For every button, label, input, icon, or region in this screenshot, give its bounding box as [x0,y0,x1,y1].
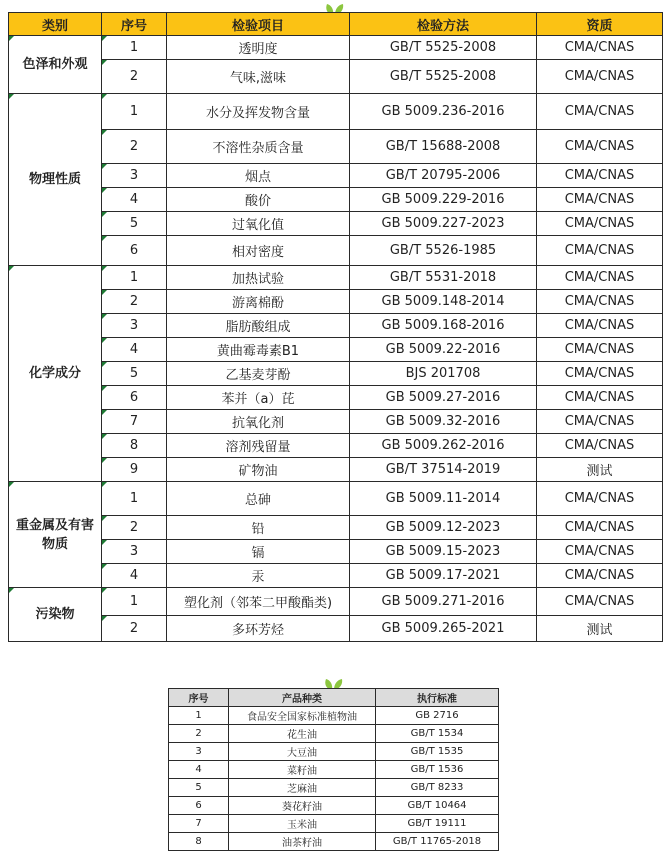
item-cell [167,314,350,338]
no-text: 2 [129,621,139,636]
standard-cell: GB 2716 [376,707,499,725]
item-text: 汞 [251,570,265,585]
corner-mark [102,616,107,621]
no-cell: 7 [169,815,229,833]
qualification-text: CMA/CNAS [564,243,635,258]
method-text: GB/T 5526-1985 [389,243,497,258]
no-cell [102,130,167,164]
corner-mark [9,266,14,271]
no-cell: 5 [169,779,229,797]
qualification-text: CMA/CNAS [564,544,635,559]
qualification-text: 测试 [586,464,613,479]
table-row [9,188,663,212]
method-cell [350,616,537,642]
category-label: 化学成分 [28,366,81,381]
product-cell: 芝麻油 [229,779,376,797]
no-text: 4 [129,568,139,583]
no-cell [102,290,167,314]
method-cell [350,434,537,458]
header-product-type: 产品种类 [229,689,376,707]
no-cell [102,410,167,434]
method-text: BJS 201708 [405,366,481,381]
no-cell [102,266,167,290]
qualification-cell [537,458,663,482]
no-text: 1 [129,104,139,119]
no-text: 6 [129,390,139,405]
method-cell [350,236,537,266]
corner-mark [102,564,107,569]
method-text: GB 5009.271-2016 [381,594,505,609]
no-text: 1 [129,491,139,506]
table-row [9,60,663,94]
method-text: GB 5009.32-2016 [385,414,501,429]
method-cell [350,458,537,482]
method-text: GB 5009.229-2016 [381,192,505,207]
table-row [9,36,663,60]
qualification-cell [537,616,663,642]
no-cell [102,482,167,516]
qualification-cell [537,94,663,130]
no-cell [102,236,167,266]
no-text: 2 [129,294,139,309]
corner-mark [102,164,107,169]
qualification-text: CMA/CNAS [564,520,635,535]
no-cell: 4 [169,761,229,779]
table-row [169,707,499,725]
item-cell [167,516,350,540]
corner-mark [102,94,107,99]
no-cell [102,434,167,458]
corner-mark [102,188,107,193]
no-cell [102,386,167,410]
method-cell [350,588,537,616]
item-text: 抗氧化剂 [231,416,284,431]
corner-mark [102,458,107,463]
item-text: 透明度 [238,42,278,57]
no-cell [102,164,167,188]
qualification-text: CMA/CNAS [564,491,635,506]
table-row [9,338,663,362]
corner-mark [102,434,107,439]
item-cell [167,616,350,642]
table-row [9,482,663,516]
qualification-text: CMA/CNAS [564,104,635,119]
qualification-cell [537,482,663,516]
product-cell: 玉米油 [229,815,376,833]
qualification-cell [537,212,663,236]
method-text: GB 5009.227-2023 [381,216,505,231]
table-row [169,833,499,851]
method-text: GB/T 5531-2018 [389,270,497,285]
table-row [169,743,499,761]
no-text: 7 [129,414,139,429]
no-cell [102,60,167,94]
item-text: 镉 [251,546,265,561]
item-text: 不溶性杂质含量 [212,141,304,156]
qualification-text: CMA/CNAS [564,168,635,183]
no-cell: 2 [169,725,229,743]
category-cell [9,482,102,588]
qualification-cell [537,164,663,188]
qualification-cell [537,130,663,164]
method-cell [350,94,537,130]
product-standard-table [168,688,499,851]
method-cell [350,164,537,188]
table-row [169,725,499,743]
qualification-text: CMA/CNAS [564,594,635,609]
category-cell [9,94,102,266]
product-cell: 食品安全国家标准植物油 [229,707,376,725]
table-row [169,779,499,797]
method-text: GB 5009.17-2021 [385,568,501,583]
qualification-cell [537,314,663,338]
qualification-text: 测试 [586,623,613,638]
method-text: GB 5009.168-2016 [381,318,505,333]
no-text: 1 [129,40,139,55]
no-cell [102,338,167,362]
method-text: GB 5009.11-2014 [385,491,501,506]
method-text: GB 5009.236-2016 [381,104,505,119]
no-text: 3 [129,318,139,333]
item-cell [167,458,350,482]
corner-mark [102,338,107,343]
corner-mark [102,60,107,65]
no-cell [102,516,167,540]
no-text: 6 [129,243,139,258]
method-text: GB 5009.148-2014 [381,294,505,309]
no-cell [102,314,167,338]
table-row [9,616,663,642]
corner-mark [102,314,107,319]
header-item: 检验项目 [167,13,350,36]
item-cell [167,386,350,410]
no-text: 8 [129,438,139,453]
inspection-table-header [9,13,663,36]
header-method: 检验方法 [350,13,537,36]
no-text: 9 [129,462,139,477]
method-text: GB/T 5525-2008 [389,40,497,55]
method-cell [350,212,537,236]
table-row [169,761,499,779]
corner-mark [102,236,107,241]
method-cell [350,482,537,516]
no-text: 1 [129,270,139,285]
method-text: GB 5009.265-2021 [381,621,505,636]
product-table-header [169,689,499,707]
no-text: 2 [129,69,139,84]
qualification-cell [537,236,663,266]
table-row [9,130,663,164]
method-cell [350,266,537,290]
corner-mark [102,410,107,415]
no-cell [102,212,167,236]
corner-mark [102,290,107,295]
corner-mark [102,386,107,391]
item-cell [167,266,350,290]
no-cell: 8 [169,833,229,851]
standard-cell: GB/T 11765-2018 [376,833,499,851]
item-text: 水分及挥发物含量 [205,106,310,121]
item-text: 溶剂残留量 [225,440,291,455]
no-cell [102,564,167,588]
table-row [9,386,663,410]
item-text: 气味,滋味 [229,71,287,86]
corner-mark [9,36,14,41]
item-cell [167,290,350,314]
method-cell [350,564,537,588]
standard-cell: GB/T 1535 [376,743,499,761]
method-cell [350,290,537,314]
no-text: 2 [129,520,139,535]
corner-mark [102,362,107,367]
product-cell: 菜籽油 [229,761,376,779]
no-cell: 6 [169,797,229,815]
standard-cell: GB/T 1536 [376,761,499,779]
product-cell: 大豆油 [229,743,376,761]
qualification-text: CMA/CNAS [564,216,635,231]
item-cell [167,236,350,266]
method-cell [350,516,537,540]
no-cell [102,540,167,564]
table-row [9,362,663,386]
table-row [169,797,499,815]
qualification-cell [537,188,663,212]
table-row [9,290,663,314]
table-row [9,540,663,564]
table-row [9,266,663,290]
method-text: GB/T 37514-2019 [385,462,501,477]
product-cell: 花生油 [229,725,376,743]
inspection-table [8,12,663,642]
header-category: 类别 [9,13,102,36]
item-text: 相对密度 [231,245,284,260]
product-cell: 葵花籽油 [229,797,376,815]
table-row [9,410,663,434]
corner-mark [102,266,107,271]
no-cell: 1 [169,707,229,725]
header-standard: 执行标准 [376,689,499,707]
method-cell [350,362,537,386]
standard-cell: GB/T 1534 [376,725,499,743]
item-cell [167,482,350,516]
no-text: 3 [129,168,139,183]
no-text: 1 [129,594,139,609]
table-row [9,212,663,236]
table-row [9,434,663,458]
category-label: 物理性质 [28,172,81,187]
corner-mark [9,588,14,593]
method-cell [350,130,537,164]
category-label: 色泽和外观 [22,57,88,72]
category-label: 重金属及有害物质 [15,517,94,552]
item-text: 矿物油 [238,464,278,479]
qualification-cell [537,434,663,458]
category-cell [9,588,102,642]
corner-mark [102,212,107,217]
no-text: 3 [129,544,139,559]
table-row [9,314,663,338]
category-cell [9,266,102,482]
qualification-text: CMA/CNAS [564,342,635,357]
item-cell [167,434,350,458]
corner-mark [102,588,107,593]
category-cell [9,36,102,94]
table-row [9,516,663,540]
qualification-text: CMA/CNAS [564,192,635,207]
item-cell [167,588,350,616]
method-text: GB/T 5525-2008 [389,69,497,84]
item-text: 总砷 [244,493,271,508]
item-text: 乙基麦芽酚 [225,368,291,383]
corner-mark [102,482,107,487]
qualification-text: CMA/CNAS [564,414,635,429]
standard-cell: GB/T 19111 [376,815,499,833]
item-text: 塑化剂（邻苯二甲酸酯类) [183,596,333,611]
category-label: 污染物 [35,607,75,622]
qualification-text: CMA/CNAS [564,270,635,285]
method-cell [350,338,537,362]
method-cell [350,540,537,564]
no-cell [102,362,167,386]
item-text: 多环芳烃 [231,623,284,638]
item-cell [167,94,350,130]
corner-mark [9,94,14,99]
method-text: GB/T 20795-2006 [385,168,501,183]
item-text: 过氧化值 [231,218,284,233]
qualification-text: CMA/CNAS [564,69,635,84]
item-cell [167,540,350,564]
item-cell [167,188,350,212]
qualification-text: CMA/CNAS [564,438,635,453]
item-cell [167,410,350,434]
corner-mark [102,516,107,521]
no-text: 4 [129,342,139,357]
item-cell [167,564,350,588]
qualification-text: CMA/CNAS [564,390,635,405]
method-cell [350,410,537,434]
standard-cell: GB/T 8233 [376,779,499,797]
no-cell [102,188,167,212]
qualification-cell [537,564,663,588]
qualification-cell [537,540,663,564]
method-text: GB/T 15688-2008 [385,139,501,154]
item-text: 苯并（a）芘 [221,392,295,407]
item-text: 脂肪酸组成 [225,320,291,335]
table-row [9,458,663,482]
product-cell: 油茶籽油 [229,833,376,851]
no-text: 2 [129,139,139,154]
corner-mark [102,130,107,135]
qualification-cell [537,60,663,94]
method-cell [350,314,537,338]
item-cell [167,36,350,60]
no-cell [102,36,167,60]
qualification-cell [537,338,663,362]
table-row [169,815,499,833]
method-text: GB 5009.22-2016 [385,342,501,357]
item-cell [167,212,350,236]
no-text: 5 [129,216,139,231]
qualification-cell [537,266,663,290]
qualification-cell [537,290,663,314]
no-cell: 3 [169,743,229,761]
no-cell [102,458,167,482]
item-cell [167,338,350,362]
item-cell [167,130,350,164]
header-no: 序号 [169,689,229,707]
no-cell [102,588,167,616]
qualification-text: CMA/CNAS [564,318,635,333]
qualification-text: CMA/CNAS [564,294,635,309]
no-text: 5 [129,366,139,381]
corner-mark [9,482,14,487]
item-text: 加热试验 [231,272,284,287]
item-cell [167,164,350,188]
method-cell [350,60,537,94]
table-row [9,236,663,266]
item-cell [167,60,350,94]
table-row [9,564,663,588]
qualification-cell [537,588,663,616]
method-text: GB 5009.27-2016 [385,390,501,405]
qualification-cell [537,386,663,410]
method-cell [350,36,537,60]
method-cell [350,386,537,410]
corner-mark [102,36,107,41]
no-cell [102,94,167,130]
method-text: GB 5009.12-2023 [385,520,501,535]
qualification-cell [537,362,663,386]
table-row [9,94,663,130]
qualification-text: CMA/CNAS [564,366,635,381]
method-text: GB 5009.262-2016 [381,438,505,453]
item-text: 铅 [251,522,265,537]
corner-mark [102,540,107,545]
table-row [9,164,663,188]
qualification-text: CMA/CNAS [564,40,635,55]
header-qualification: 资质 [537,13,663,36]
method-cell [350,188,537,212]
item-text: 酸价 [244,194,271,209]
item-text: 游离棉酚 [231,296,284,311]
qualification-text: CMA/CNAS [564,568,635,583]
header-no: 序号 [102,13,167,36]
qualification-cell [537,410,663,434]
qualification-cell [537,36,663,60]
standard-cell: GB/T 10464 [376,797,499,815]
qualification-cell [537,516,663,540]
no-text: 4 [129,192,139,207]
item-text: 烟点 [244,170,271,185]
item-text: 黄曲霉毒素B1 [216,344,300,359]
item-cell [167,362,350,386]
method-text: GB 5009.15-2023 [385,544,501,559]
table-row [9,588,663,616]
no-cell [102,616,167,642]
qualification-text: CMA/CNAS [564,139,635,154]
